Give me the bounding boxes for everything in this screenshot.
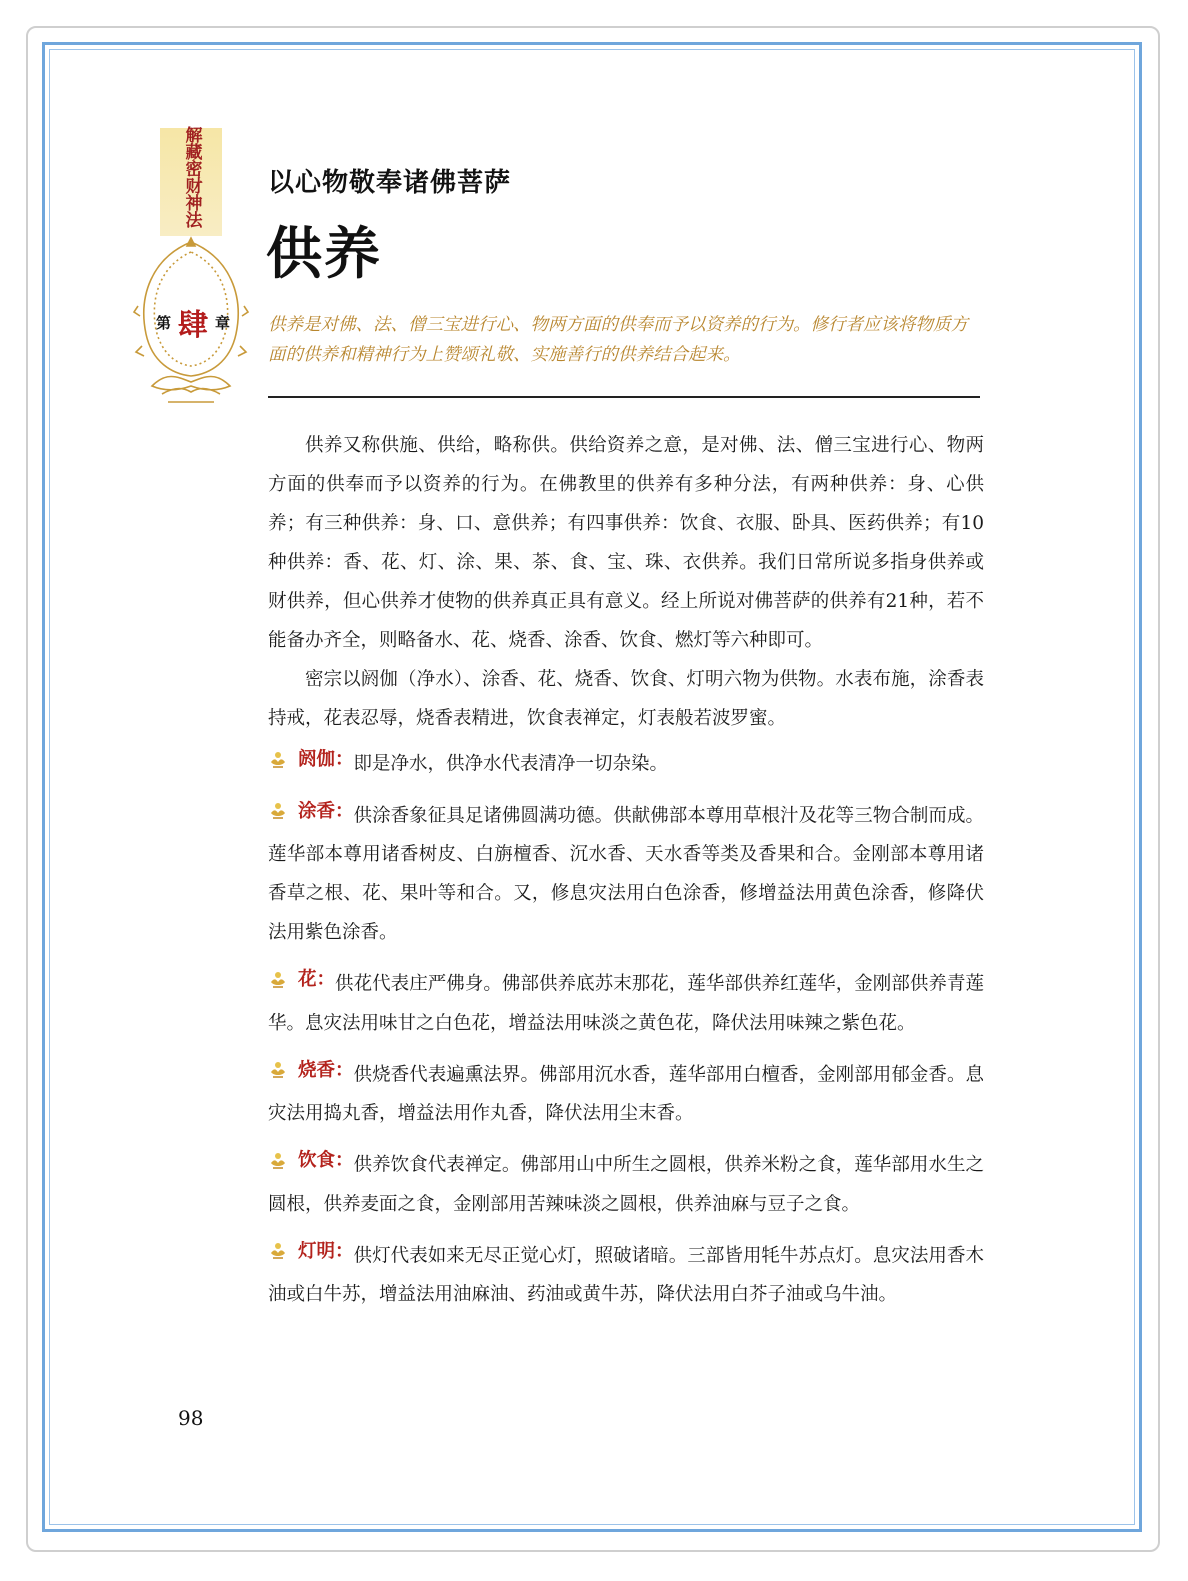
chapter-prefix: 第 (156, 313, 172, 332)
chapter-numeral: 肆 (178, 308, 208, 343)
offering-item (268, 1232, 984, 1315)
body-paragraph: 供养又称供施、供给，略称供。供给资养之意，是对佛、法、僧三宝进行心、物两方面的供奉而予以资养的行为。在佛教里的供养有多种分法，有两种供养：身、心供养；有三种供养：身、口、意供养；有四事供养：饮食、衣服、卧具、医药供养；有10种供养：香、花、灯、涂、果、茶、食、宝、珠、衣供养。我们日常所说多指身供养或财供养，但心供养才使物的供养真正具有意义。经上所说对佛菩萨的供养有21种，若不能备办齐全，则略备水、花、烧香、涂香、饮食、燃灯等六种即可。 (268, 435, 984, 651)
offering-item-head (268, 740, 354, 779)
offering-text: 即是净水，供净水代表清净一切杂染。 (353, 753, 669, 775)
side-tab-text: 解藏密财神法 (181, 126, 202, 228)
offering-item-head (268, 792, 354, 831)
offering-item-head (268, 1141, 354, 1180)
offering-item-head (268, 1232, 354, 1271)
offering-text: 供灯代表如来无尽正觉心灯，照破诸暗。三部皆用牦牛苏点灯。息灾法用香木油或白牛苏，增益法用油麻油、药油或黄牛苏，降伏法用白芥子油或乌牛油。 (268, 1245, 984, 1305)
offering-text: 供花代表庄严佛身。佛部供养底苏末那花，莲华部供养红莲华，金刚部供养青莲华。息灾法用味甘之白色花，增益法用味淡之黄色花，降伏法用味辣之紫色花。 (268, 973, 984, 1034)
offering-text: 供养饮食代表禅定。佛部用山中所生之圆根，供养米粉之食，莲华部用水生之圆根，供养麦面之食，金刚部用苦辣味淡之圆根，供养油麻与豆子之食。 (268, 1154, 984, 1215)
side-tab (160, 128, 222, 236)
lotus-icon (268, 1060, 288, 1080)
offering-term: 烧香： (298, 1059, 354, 1081)
title-divider (268, 396, 980, 398)
offering-text: 供烧香代表遍熏法界。佛部用沉水香，莲华部用白檀香，金刚部用郁金香。息灾法用捣丸香，增益法用作丸香，降伏法用尘末香。 (268, 1064, 984, 1124)
lotus-icon (268, 970, 288, 990)
body-paragraph: 密宗以阏伽（净水）、涂香、花、烧香、饮食、灯明六物为供物。水表布施，涂香表持戒，花表忍辱，烧香表精进，饮食表禅定，灯表般若波罗蜜。 (268, 669, 984, 729)
offering-text: 供涂香象征具足诸佛圆满功德。供献佛部本尊用草根汁及花等三物合制而成。莲华部本尊用诸香树皮、白旃檀香、沉水香、天水香等类及香果和合。金刚部本尊用诸香草之根、花、果叶等和合。又，修息灾法用白色涂香，修增益法用黄色涂香，修降伏法用紫色涂香。 (268, 805, 984, 943)
lotus-icon (268, 750, 288, 770)
chapter-suffix: 章 (214, 313, 230, 332)
offering-item (268, 740, 984, 784)
section-subtitle: 以心物敬奉诸佛菩萨 (268, 168, 512, 198)
offering-term: 阏伽： (298, 749, 354, 770)
offering-item (268, 960, 984, 1043)
offering-term: 花： (298, 969, 336, 990)
section-intro: 供养是对佛、法、僧三宝进行心、物两方面的供奉而予以资养的行为。修行者应该将物质方面的供养和精神行为上赞颂礼敬、实施善行的供养结合起来。 (268, 315, 968, 365)
lotus-icon (268, 1151, 288, 1171)
offering-term: 灯明： (298, 1240, 354, 1262)
offering-item-head (268, 960, 335, 999)
offering-term: 涂香： (298, 800, 354, 822)
body-text (268, 426, 984, 1314)
page-number: 98 (178, 1406, 204, 1430)
offering-term: 饮食： (298, 1150, 354, 1171)
lotus-icon (268, 1241, 288, 1261)
chapter-label (156, 300, 230, 344)
section-title: 供养 (266, 221, 382, 287)
lotus-icon (268, 801, 288, 821)
book-page (50, 50, 1134, 1524)
offering-item-head (268, 1051, 354, 1090)
offering-item (268, 792, 984, 953)
offering-item (268, 1141, 984, 1224)
offering-item (268, 1051, 984, 1134)
